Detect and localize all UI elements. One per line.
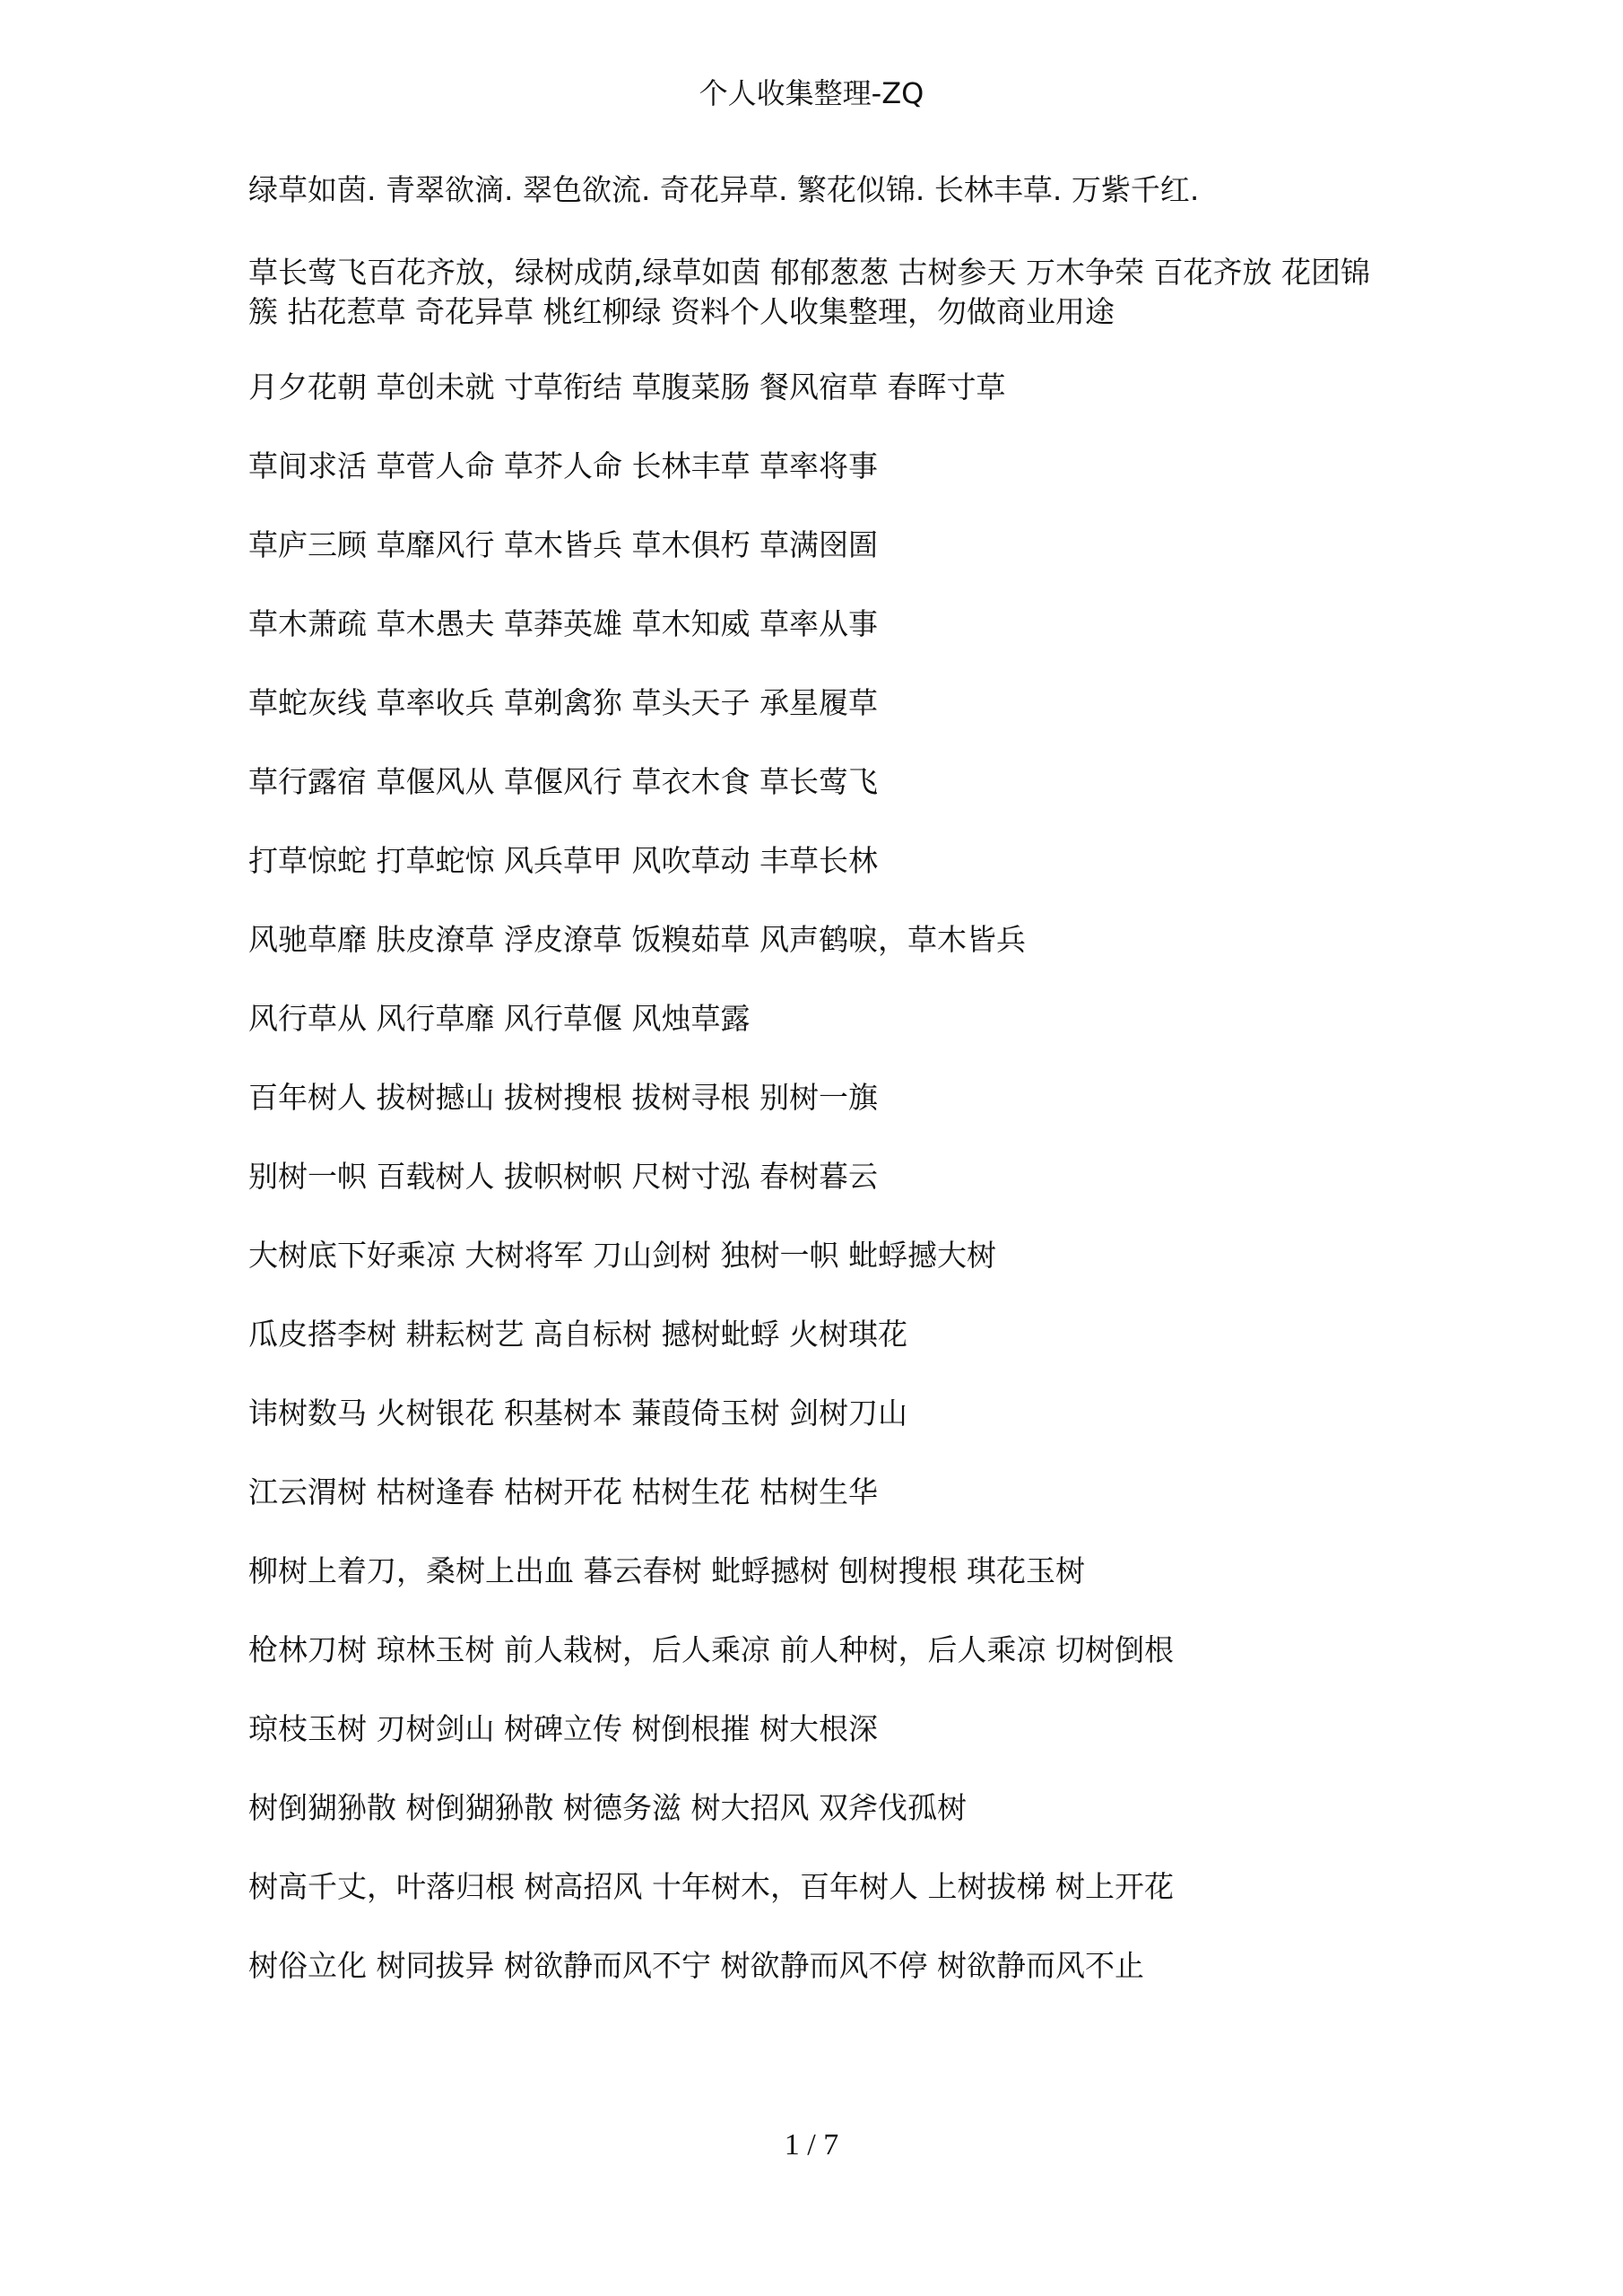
paragraph-9: 打草惊蛇 打草蛇惊 风兵草甲 风吹草动 丰草长林 <box>248 843 878 878</box>
paragraph-5: 草庐三顾 草靡风行 草木皆兵 草木俱朽 草满囹圄 <box>248 527 878 562</box>
paragraph-18: 柳树上着刀，桑树上出血 暮云春树 蚍蜉撼树 刨树搜根 琪花玉树 <box>248 1553 1085 1588</box>
paragraph-11: 风行草从 风行草靡 风行草偃 风烛草露 <box>248 1001 751 1036</box>
paragraph-15: 瓜皮搭李树 耕耘树艺 高自标树 撼树蚍蜉 火树琪花 <box>248 1317 907 1352</box>
paragraph-21: 树倒猢狲散 树倒猢狲散 树德务滋 树大招风 双斧伐孤树 <box>248 1790 967 1825</box>
paragraph-23: 树俗立化 树同拔异 树欲静而风不宁 树欲静而风不停 树欲静而风不止 <box>248 1948 1144 1983</box>
paragraph-16: 讳树数马 火树银花 积基树本 蒹葭倚玉树 剑树刀山 <box>248 1396 907 1431</box>
paragraph-1: 绿草如茵. 青翠欲滴. 翠色欲流. 奇花异草. 繁花似锦. 长林丰草. 万紫千红. <box>248 172 1200 207</box>
paragraph-7: 草蛇灰线 草率收兵 草剃禽狝 草头天子 承星履草 <box>248 685 878 720</box>
paragraph-10: 风驰草靡 肤皮潦草 浮皮潦草 饭糗茹草 风声鹤唳，草木皆兵 <box>248 922 1026 957</box>
document-body <box>248 170 1387 2025</box>
page-number: 1 / 7 <box>784 2128 839 2161</box>
paragraph-17: 江云渭树 枯树逢春 枯树开花 枯树生花 枯树生华 <box>248 1474 878 1509</box>
paragraph-22: 树高千丈，叶落归根 树高招风 十年树木，百年树人 上树拔梯 树上开花 <box>248 1869 1174 1904</box>
paragraph-12: 百年树人 拔树撼山 拔树搜根 拔树寻根 别树一旗 <box>248 1080 878 1115</box>
paragraph-19: 枪林刀树 琼林玉树 前人栽树，后人乘凉 前人种树，后人乘凉 切树倒根 <box>248 1632 1174 1667</box>
paragraph-14: 大树底下好乘凉 大树将军 刀山剑树 独树一帜 蚍蜉撼大树 <box>248 1238 996 1273</box>
paragraph-6: 草木萧疏 草木愚夫 草莽英雄 草木知威 草率从事 <box>248 606 878 641</box>
paragraph-13: 别树一帜 百载树人 拔帜树帜 尺树寸泓 春树暮云 <box>248 1159 878 1194</box>
paragraph-4: 草间求活 草菅人命 草芥人命 长林丰草 草率将事 <box>248 448 878 483</box>
page-header: 个人收集整理-ZQ <box>699 76 924 110</box>
paragraph-3: 月夕花朝 草创未就 寸草衔结 草腹菜肠 餐风宿草 春晖寸草 <box>248 370 1006 404</box>
paragraph-2: 草长莺飞百花齐放，绿树成荫,绿草如茵 郁郁葱葱 古树参天 万木争荣 百花齐放 花团锦簇 拈花惹草 奇花异草 桃红柳绿 资料个人收集整理，勿做商业用途 <box>248 255 1370 329</box>
paragraph-20: 琼枝玉树 刃树剑山 树碑立传 树倒根摧 树大根深 <box>248 1711 878 1746</box>
paragraph-8: 草行露宿 草偃风从 草偃风行 草衣木食 草长莺飞 <box>248 764 878 799</box>
